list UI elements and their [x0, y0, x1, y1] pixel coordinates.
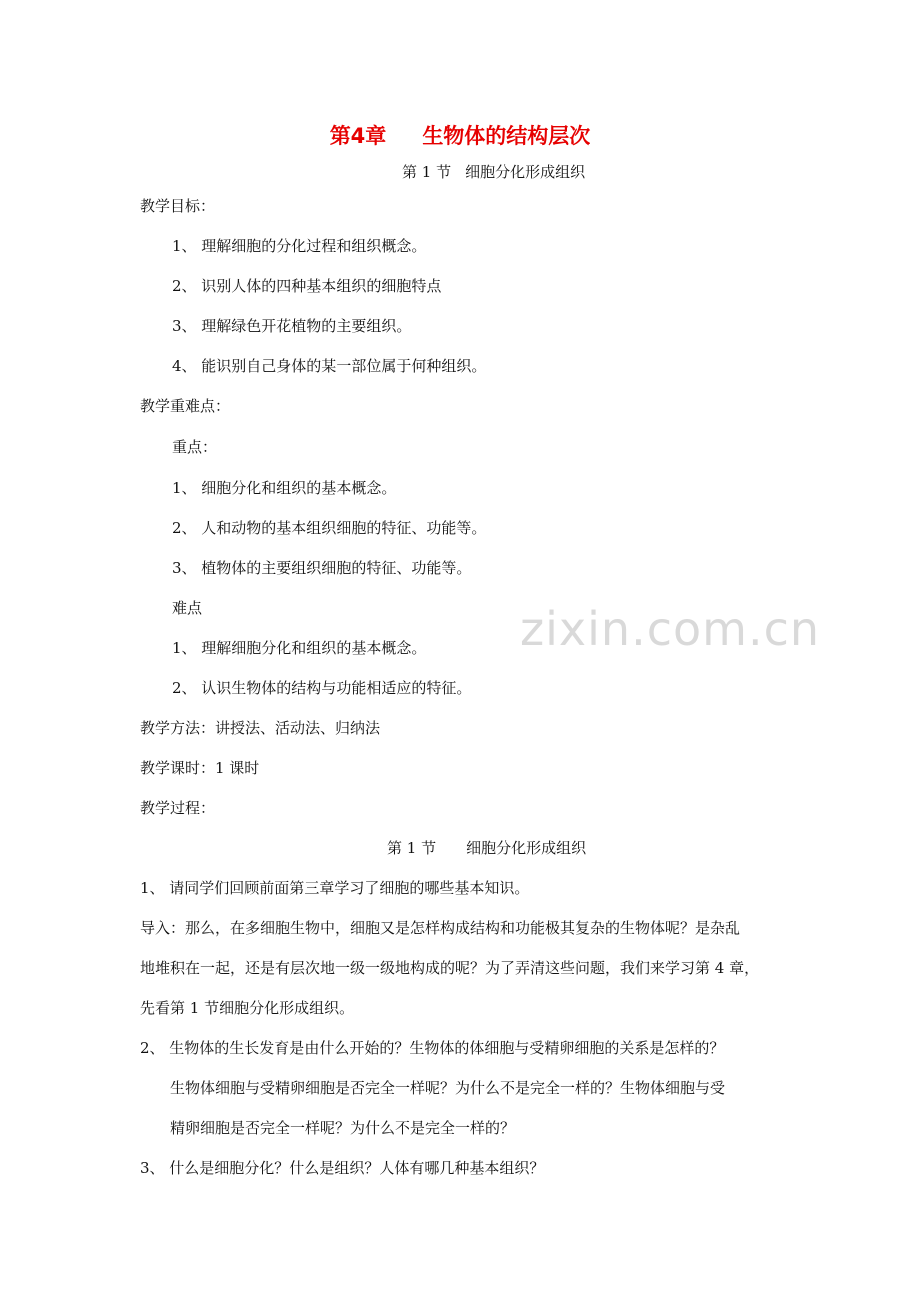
- question-3: 3、 什么是细胞分化？什么是组织？人体有哪几种基本组织？: [140, 1159, 545, 1177]
- intro-line: 地堆积在一起，还是有层次地一级一级地构成的呢？为了弄清这些问题，我们来学习第 4 章，: [140, 959, 760, 977]
- section-heading: [402, 162, 585, 182]
- teaching-hours: 教学课时：1 课时: [140, 759, 260, 777]
- question-2-line: 2、 生物体的生长发育是由什么开始的？生物体的体细胞与受精卵细胞的关系是怎样的？: [140, 1039, 725, 1057]
- difficulty-item: 1、 理解细胞分化和组织的基本概念。: [172, 639, 427, 657]
- teaching-method: 教学方法：讲授法、活动法、归纳法: [140, 719, 381, 737]
- difficulty-label: 难点: [172, 599, 203, 617]
- process-section-number: 第 1 节: [387, 839, 437, 857]
- question-2-line: 精卵细胞是否完全一样呢？为什么不是完全一样的？: [170, 1119, 516, 1137]
- focus-item: 1、 细胞分化和组织的基本概念。: [172, 479, 397, 497]
- question-2-line: 生物体细胞与受精卵细胞是否完全一样呢？为什么不是完全一样的？生物体细胞与受: [170, 1079, 726, 1097]
- process-section-title: 细胞分化形成组织: [466, 839, 587, 857]
- objectives-label: 教学目标：: [140, 197, 216, 215]
- section-number: 第 1 节: [402, 163, 452, 181]
- objective-item: 4、 能识别自己身体的某一部位属于何种组织。: [172, 357, 487, 375]
- difficulty-item: 2、 认识生物体的结构与功能相适应的特征。: [172, 679, 472, 697]
- objective-item: 3、 理解绿色开花植物的主要组织。: [172, 317, 412, 335]
- question-1: 1、 请同学们回顾前面第三章学习了细胞的哪些基本知识。: [140, 879, 530, 897]
- process-label: 教学过程：: [140, 799, 216, 817]
- intro-line: 导入：那么，在多细胞生物中，细胞又是怎样构成结构和功能极其复杂的生物体呢？是杂乱: [140, 919, 741, 937]
- focus-item: 2、 人和动物的基本组织细胞的特征、功能等。: [172, 519, 487, 537]
- chapter-number: 第4章: [329, 124, 387, 148]
- focus-item: 3、 植物体的主要组织细胞的特征、功能等。: [172, 559, 472, 577]
- section-title: 细胞分化形成组织: [465, 163, 586, 181]
- intro-line: 先看第 1 节细胞分化形成组织。: [140, 999, 355, 1017]
- focus-label: 重点：: [172, 438, 218, 456]
- key-points-label: 教学重难点：: [140, 397, 231, 415]
- chapter-name: 生物体的结构层次: [422, 124, 591, 148]
- objective-item: 2、 识别人体的四种基本组织的细胞特点: [172, 277, 442, 295]
- chapter-title: [0, 123, 920, 149]
- watermark: zixin.com.cn: [520, 602, 821, 656]
- objective-item: 1、 理解细胞的分化过程和组织概念。: [172, 237, 427, 255]
- process-section-heading: [387, 838, 586, 858]
